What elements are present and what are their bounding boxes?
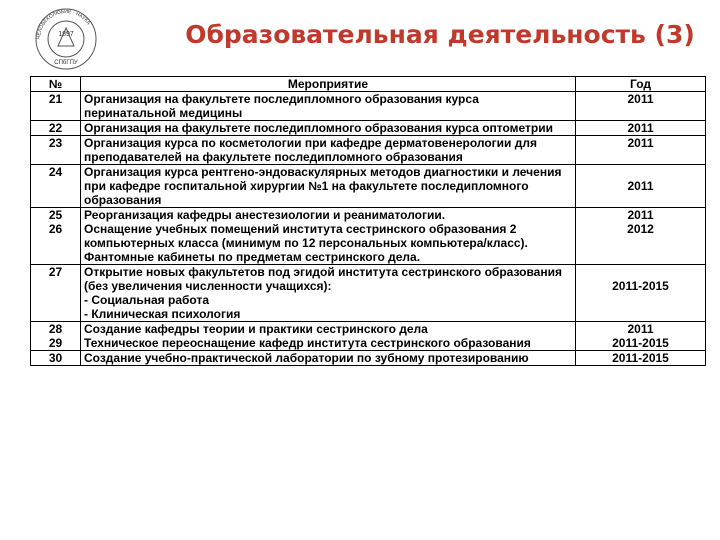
- event-cell: [81, 351, 576, 366]
- year-value: 2011: [627, 179, 654, 193]
- table-row: [31, 121, 706, 136]
- event-text: Техническое переоснащение кафедр института сестринского образования: [84, 336, 531, 350]
- event-cell: [81, 165, 576, 208]
- row-number: 23: [48, 136, 63, 150]
- row-number-cell: [31, 322, 81, 351]
- table-row: [31, 322, 706, 351]
- event-cell: [81, 121, 576, 136]
- row-number: 28: [48, 322, 63, 336]
- row-number-cell: [31, 351, 81, 366]
- year-cell: [576, 208, 706, 265]
- row-number: 21: [48, 92, 63, 106]
- year-value: 2011: [627, 121, 654, 135]
- row-number: 26: [48, 222, 63, 236]
- row-number-cell: [31, 92, 81, 121]
- event-text: - Социальная работа: [84, 293, 210, 307]
- row-number: 25: [48, 208, 63, 222]
- row-number: 24: [48, 165, 63, 179]
- table-row: [31, 351, 706, 366]
- event-text: Создание кафедры теории и практики сестринского дела: [84, 322, 428, 336]
- event-cell: [81, 92, 576, 121]
- event-cell: [81, 322, 576, 351]
- svg-text:СПбГПУ: СПбГПУ: [54, 60, 78, 66]
- event-cell: [81, 136, 576, 165]
- year-value: 2011-2015: [612, 351, 669, 365]
- event-text: Организация на факультете последипломного образования курса перинатальной медицины: [84, 92, 479, 120]
- table-row: [31, 208, 706, 265]
- year-value: 2011: [627, 322, 654, 336]
- table-header-row: [31, 77, 706, 92]
- year-value: 2011: [627, 92, 654, 106]
- events-table: [30, 76, 706, 366]
- table-row: [31, 92, 706, 121]
- table-row: [31, 265, 706, 322]
- row-number-cell: [31, 121, 81, 136]
- row-number-cell: [31, 165, 81, 208]
- table-row: [31, 165, 706, 208]
- year-value: 2011: [627, 208, 654, 222]
- year-cell: [576, 351, 706, 366]
- header-year: Год: [576, 77, 706, 92]
- year-cell: [576, 165, 706, 208]
- row-number-cell: [31, 208, 81, 265]
- event-text: Организация курса по косметологии при кафедре дерматовенерологии для преподавателей на факультете последипломного образования: [84, 136, 537, 164]
- year-cell: [576, 136, 706, 165]
- year-cell: [576, 92, 706, 121]
- event-text: Оснащение учебных помещений института сестринского образования 2 компьютерных класса (минимум по 12 персональных компьютера/класс).: [84, 222, 528, 250]
- event-cell: [81, 265, 576, 322]
- row-number-cell: [31, 136, 81, 165]
- row-number: 29: [48, 336, 63, 350]
- event-text: Организация на факультете последипломного образования курса оптометрии: [84, 121, 554, 135]
- university-logo: [28, 6, 104, 72]
- event-text: Организация курса рентгено-эндоваскулярных методов диагностики и лечения при кафедре госпитальной хирургии №1 на факультете последипломного образования: [84, 165, 562, 207]
- event-text: Реорганизация кафедры анестезиологии и реаниматологии.: [84, 208, 446, 222]
- table-row: [31, 136, 706, 165]
- row-number: 30: [48, 351, 63, 365]
- event-text: - Клиническая психология: [84, 307, 241, 321]
- year-cell: [576, 322, 706, 351]
- row-number-cell: [31, 265, 81, 322]
- year-value: 2011-2015: [612, 279, 669, 293]
- header-event: Мероприятие: [81, 77, 576, 92]
- year-cell: [576, 265, 706, 322]
- svg-text:ЧЕЛОВЕКОЛЮБИЕ · НАУКА: ЧЕЛОВЕКОЛЮБИЕ · НАУКА: [35, 8, 92, 40]
- event-cell: [81, 208, 576, 265]
- year-value: 2011-2015: [612, 336, 669, 350]
- event-text: Создание учебно-практической лаборатории по зубному протезированию: [84, 351, 529, 365]
- header-num: №: [31, 77, 81, 92]
- page-title: Образовательная деятельность (3): [185, 20, 695, 49]
- svg-text:1897: 1897: [58, 31, 74, 38]
- year-value: 2012: [627, 222, 654, 236]
- row-number: 27: [48, 265, 63, 279]
- year-cell: [576, 121, 706, 136]
- row-number: 22: [48, 121, 63, 135]
- event-text: Открытие новых факультетов под эгидой института сестринского образования (без увеличения численности учащихся):: [84, 265, 562, 293]
- event-text: Фантомные кабинеты по предметам сестринского дела.: [84, 250, 421, 264]
- year-value: 2011: [627, 136, 654, 150]
